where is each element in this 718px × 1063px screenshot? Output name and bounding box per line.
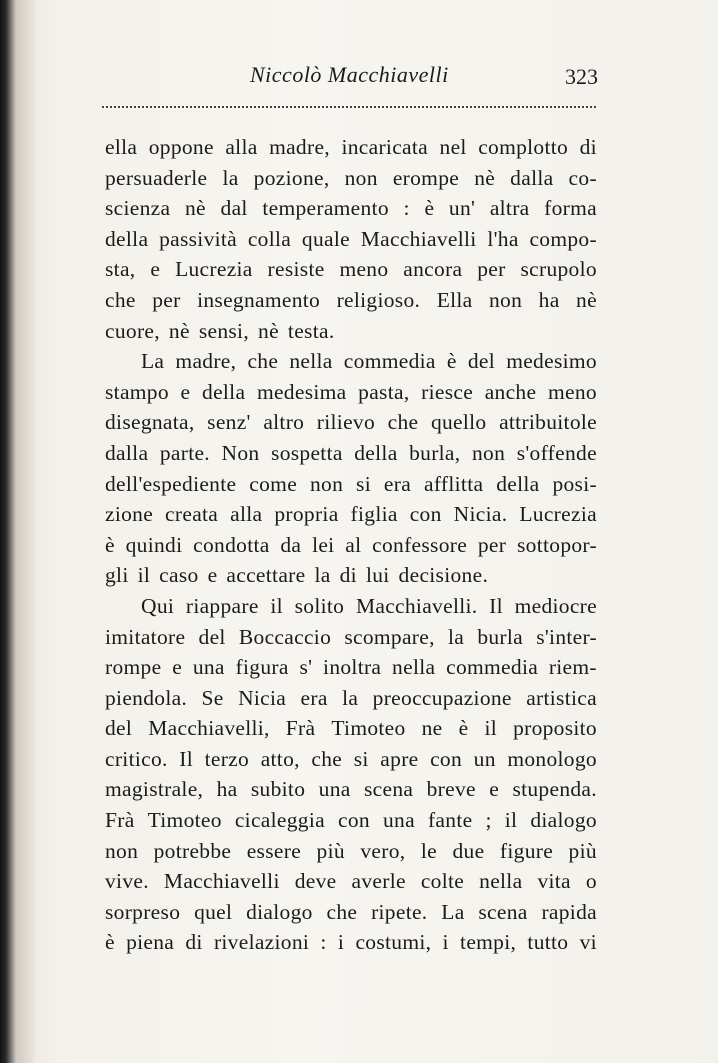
word: dalla xyxy=(510,165,554,190)
word: con xyxy=(338,808,370,833)
word: solito xyxy=(294,593,345,618)
word: preoccupazione xyxy=(372,685,512,710)
word: non xyxy=(344,165,378,190)
word: non xyxy=(472,440,506,465)
word: meno xyxy=(547,379,597,404)
word: Boccaccio xyxy=(238,624,332,649)
word: quello xyxy=(430,410,487,435)
word: magistrale, xyxy=(105,777,204,802)
word: Macchiavelli xyxy=(163,869,280,894)
word: sta, xyxy=(105,257,136,282)
word: vive. xyxy=(105,869,149,894)
word: il xyxy=(137,563,151,588)
word: le xyxy=(420,838,438,863)
word: s'inter- xyxy=(536,624,597,649)
word: riem- xyxy=(548,655,597,680)
word: Non xyxy=(221,440,260,465)
word: quindi xyxy=(125,532,183,557)
word: medesima xyxy=(256,379,347,404)
word: Macchiavelli xyxy=(360,226,477,251)
word: Timoteo xyxy=(331,716,406,741)
word: alla xyxy=(230,502,263,527)
word: nella xyxy=(479,869,523,894)
word: complotto xyxy=(478,135,569,159)
word: lui xyxy=(365,563,390,588)
word: Frà xyxy=(105,808,135,833)
word: resiste xyxy=(267,257,325,282)
word: costumi, xyxy=(355,930,432,955)
word: della xyxy=(202,379,246,404)
word: colte xyxy=(420,869,465,894)
text-line xyxy=(105,163,597,194)
word: è xyxy=(424,196,435,221)
word: figura xyxy=(235,655,289,680)
word: una xyxy=(318,777,351,802)
running-title: Niccolò Macchiavelli xyxy=(250,62,449,87)
word: co- xyxy=(568,165,597,190)
word: con xyxy=(430,746,463,771)
word: caso xyxy=(159,563,199,588)
word: zione xyxy=(105,502,154,527)
text-line xyxy=(105,132,597,163)
word: sensi, xyxy=(198,318,250,343)
word: oppone xyxy=(148,135,214,159)
text-line xyxy=(105,254,597,285)
word: nè xyxy=(168,318,190,343)
word: non xyxy=(105,838,139,863)
word: nel xyxy=(439,135,467,159)
word: insegnamento xyxy=(197,287,321,312)
word: posi- xyxy=(552,471,597,496)
text-line xyxy=(105,897,597,928)
word: subito xyxy=(250,777,306,802)
word: confessore xyxy=(372,532,468,557)
word: Frà xyxy=(285,716,316,741)
word: è xyxy=(105,930,115,955)
word: fante xyxy=(427,808,473,833)
word: una xyxy=(382,808,415,833)
word: commedia xyxy=(446,655,539,680)
word: La xyxy=(441,899,465,924)
text-line xyxy=(105,836,597,867)
text-line xyxy=(105,622,597,653)
word: o xyxy=(585,869,597,894)
word: Se xyxy=(201,685,224,710)
word: mediocre xyxy=(514,593,597,618)
word: burla xyxy=(477,624,523,649)
word: che xyxy=(311,746,343,771)
word: madre, xyxy=(269,135,330,159)
word: Nicia xyxy=(238,685,287,710)
word: il xyxy=(504,808,518,833)
word: il xyxy=(270,593,283,618)
text-line xyxy=(105,407,597,438)
word: potrebbe xyxy=(153,838,232,863)
text-line xyxy=(105,744,597,775)
word: sorpreso xyxy=(105,899,181,924)
word: di xyxy=(579,135,597,159)
word: rompe xyxy=(105,655,162,680)
word: ripete. xyxy=(371,899,428,924)
text-line xyxy=(105,193,597,224)
word: Ella xyxy=(436,287,473,312)
word: dal xyxy=(220,196,248,221)
word: inoltra xyxy=(323,655,382,680)
word: afflitta xyxy=(424,471,484,496)
text-line xyxy=(105,591,597,622)
word: di xyxy=(185,930,203,955)
word: averle xyxy=(351,869,406,894)
word: la xyxy=(222,165,239,190)
word: meno xyxy=(339,257,389,282)
word: Lucrezia xyxy=(519,502,597,527)
text-line xyxy=(105,285,597,316)
word: quel xyxy=(194,899,233,924)
text-line xyxy=(105,499,597,530)
word: due xyxy=(452,838,485,863)
word: era xyxy=(383,471,412,496)
word: ha xyxy=(538,287,560,312)
word: una xyxy=(192,655,225,680)
word: scompare, xyxy=(344,624,435,649)
text-line xyxy=(105,652,597,683)
word: : xyxy=(320,930,327,955)
word: pasta, xyxy=(358,379,410,404)
word: del xyxy=(198,624,226,649)
body-text xyxy=(105,132,597,958)
word: accettare xyxy=(226,563,306,588)
word: della xyxy=(354,440,398,465)
word: è xyxy=(446,349,457,374)
word: Il xyxy=(179,746,194,771)
word: dialogo xyxy=(530,808,597,833)
word: per xyxy=(152,287,181,312)
word: cicaleggia xyxy=(234,808,325,833)
word: i xyxy=(442,930,449,955)
word: stampo xyxy=(105,379,169,404)
word: s'offende xyxy=(516,440,597,465)
word: è xyxy=(458,716,469,741)
word: nè xyxy=(185,196,206,221)
word: da xyxy=(280,532,302,557)
word: ella xyxy=(105,135,138,159)
word: scienza xyxy=(105,196,171,221)
word: e xyxy=(172,655,183,680)
word: per xyxy=(477,257,506,282)
word: tutto xyxy=(527,930,569,955)
word: è xyxy=(105,532,115,557)
word: attribuitole xyxy=(499,410,597,435)
word: commedia xyxy=(343,349,436,374)
text-line xyxy=(105,316,597,347)
word: monologo xyxy=(507,746,597,771)
word: dialogo xyxy=(246,899,313,924)
word: riappare xyxy=(185,593,259,618)
word: la xyxy=(314,563,331,588)
word: figure xyxy=(499,838,554,863)
text-line xyxy=(105,438,597,469)
word: che xyxy=(326,899,358,924)
word: che xyxy=(247,349,279,374)
word: ancora xyxy=(403,257,463,282)
word: madre, xyxy=(175,349,237,374)
word: non xyxy=(309,471,344,496)
word: altro xyxy=(263,410,305,435)
word: condotta xyxy=(193,532,270,557)
text-line xyxy=(105,683,597,714)
word: vita xyxy=(537,869,571,894)
word: rapida xyxy=(541,899,597,924)
word: del xyxy=(105,716,133,741)
word: La xyxy=(141,349,165,374)
text-line xyxy=(105,377,597,408)
word: quale xyxy=(301,226,350,251)
word: con xyxy=(409,502,442,527)
word: un xyxy=(473,746,496,771)
page-number: 323 xyxy=(565,64,598,89)
text-line xyxy=(105,469,597,500)
word: un' xyxy=(448,196,476,221)
word: Lucrezia xyxy=(175,257,253,282)
word: medesimo xyxy=(506,349,597,374)
word: essere xyxy=(246,838,302,863)
word: persuaderle xyxy=(105,165,208,190)
word: di xyxy=(339,563,357,588)
word: scena xyxy=(478,899,528,924)
text-line xyxy=(105,805,597,836)
text-line xyxy=(105,927,597,958)
word: ha xyxy=(216,777,238,802)
word: parte. xyxy=(159,440,210,465)
text-line xyxy=(105,560,597,591)
word: vi xyxy=(579,930,597,955)
word: si xyxy=(353,746,369,771)
word: i xyxy=(337,930,345,955)
word: e xyxy=(180,379,191,404)
word: religioso. xyxy=(336,287,421,312)
binding-edge xyxy=(0,0,36,1063)
word: la xyxy=(447,624,465,649)
header-rule xyxy=(102,106,596,108)
word: colla xyxy=(247,226,292,251)
word: passività xyxy=(159,226,238,251)
text-line xyxy=(105,346,597,377)
word: deve xyxy=(294,869,337,894)
word: dalla xyxy=(105,440,149,465)
word: decisione. xyxy=(398,563,489,588)
word: si xyxy=(356,471,371,496)
word: scena xyxy=(363,777,414,802)
text-line xyxy=(105,713,597,744)
word: e xyxy=(207,563,218,588)
word: della xyxy=(105,226,149,251)
word: anche xyxy=(484,379,537,404)
word: rilievo xyxy=(316,410,376,435)
word: terzo xyxy=(204,746,250,771)
word: ne xyxy=(421,716,443,741)
word: riesce xyxy=(421,379,474,404)
word: più xyxy=(316,838,345,863)
word: l'ha xyxy=(487,226,519,251)
word: atto, xyxy=(260,746,300,771)
word: Macchiavelli, xyxy=(148,716,270,741)
word: figlia xyxy=(350,502,398,527)
word: sospetta xyxy=(271,440,343,465)
word: per xyxy=(477,532,507,557)
word: come xyxy=(249,471,298,496)
word: : xyxy=(403,196,410,221)
word: era xyxy=(300,685,328,710)
word: propria xyxy=(274,502,339,527)
word: della xyxy=(496,471,540,496)
word: non xyxy=(489,287,523,312)
word: altra xyxy=(489,196,530,221)
word: forma xyxy=(544,196,597,221)
word: disegnata, xyxy=(105,410,195,435)
word: erompe xyxy=(392,165,460,190)
word: e xyxy=(150,257,161,282)
word: artistica xyxy=(526,685,597,710)
word: tempi, xyxy=(460,930,517,955)
word: compo- xyxy=(529,226,597,251)
word: sottopor- xyxy=(517,532,597,557)
word: breve xyxy=(426,777,476,802)
word: nella xyxy=(289,349,333,374)
word: nella xyxy=(392,655,436,680)
word: critico. xyxy=(105,746,168,771)
word: cuore, xyxy=(105,318,160,343)
word: proposito xyxy=(513,716,597,741)
word: temperamento xyxy=(262,196,389,221)
word: nè xyxy=(258,318,279,343)
word: stupenda. xyxy=(512,777,597,802)
word: rivelazioni xyxy=(213,930,310,955)
word: Il xyxy=(489,593,503,618)
word: che xyxy=(105,287,136,312)
word: incaricata xyxy=(341,135,429,159)
word: pozione, xyxy=(253,165,330,190)
word: Qui xyxy=(141,593,175,618)
word: piendola. xyxy=(105,685,188,710)
text-line xyxy=(105,774,597,805)
word: alla xyxy=(225,135,258,159)
word: del xyxy=(467,349,496,374)
text-line xyxy=(105,224,597,255)
word: al xyxy=(345,532,362,557)
word: testa. xyxy=(287,318,335,343)
word: apre xyxy=(380,746,419,771)
word: Nicia. xyxy=(453,502,508,527)
word: Timoteo xyxy=(147,808,222,833)
word: il xyxy=(484,716,498,741)
word: scrupolo xyxy=(520,257,597,282)
running-head xyxy=(100,60,598,94)
word: senz' xyxy=(207,410,251,435)
word: burla, xyxy=(409,440,461,465)
word: ; xyxy=(485,808,492,833)
text-line xyxy=(105,866,597,897)
word: lei xyxy=(312,532,335,557)
word: e xyxy=(489,777,500,802)
text-line xyxy=(105,530,597,561)
word: la xyxy=(342,685,359,710)
word: Macchiavelli. xyxy=(355,593,478,618)
word: vero, xyxy=(360,838,406,863)
word: piena xyxy=(126,930,175,955)
word: nè xyxy=(576,287,597,312)
word: imitatore xyxy=(105,624,186,649)
word: gli xyxy=(105,563,129,588)
word: nè xyxy=(474,165,496,190)
word: creata xyxy=(165,502,219,527)
word: s' xyxy=(299,655,313,680)
word: più xyxy=(568,838,597,863)
word: che xyxy=(387,410,419,435)
word: dell'espediente xyxy=(105,471,237,496)
